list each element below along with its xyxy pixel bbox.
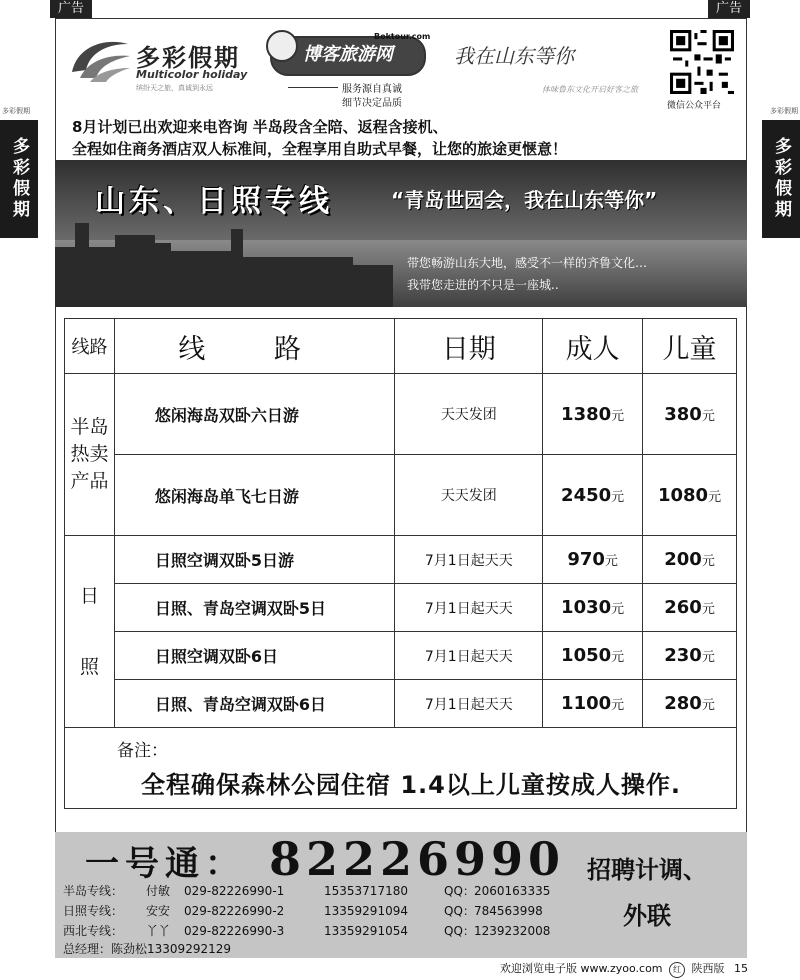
service-slogan-2: 细节决定品质	[342, 98, 402, 109]
brand-english-name: Multicolor holiday	[136, 68, 248, 81]
child-price	[643, 455, 737, 536]
footer-contact-panel	[55, 832, 747, 958]
contact-mobile: 13359291054	[324, 924, 408, 938]
currency-unit: 元	[701, 698, 715, 713]
route-date: 7月1日起天天	[395, 584, 543, 632]
table-row	[65, 680, 737, 728]
service-slogan-1: 服务源自真诚	[342, 84, 402, 95]
child-price	[643, 536, 737, 584]
route-name: 悠闲海岛单飞七日游	[114, 455, 395, 536]
contact-tel: 029-82226990-3	[184, 924, 285, 938]
currency-unit: 元	[708, 489, 722, 505]
contact-qq-label: QQ：	[444, 924, 475, 938]
contact-tel: 029-82226990-1	[184, 884, 285, 898]
city-skyline	[231, 229, 243, 307]
route-name: 日照、青岛空调双卧6日	[114, 680, 395, 728]
city-skyline	[155, 243, 171, 307]
adult-price	[543, 374, 643, 455]
recruit-line-1: 招聘计调、	[587, 855, 707, 884]
table-row	[65, 536, 737, 584]
table-row	[65, 455, 737, 536]
city-skyline	[171, 251, 231, 307]
note-cell	[65, 728, 737, 809]
city-skyline	[243, 257, 353, 307]
child-price-value: 260	[664, 597, 702, 618]
page-number: 15	[734, 962, 749, 975]
header-date: 日期	[395, 319, 543, 374]
currency-unit: 元	[701, 602, 715, 617]
hotline-number: 82226990	[269, 832, 566, 886]
route-date: 天天发团	[395, 374, 543, 455]
category-line: 半岛	[70, 416, 109, 438]
header-logos	[62, 24, 742, 112]
adult-price-value: 1100	[561, 693, 612, 714]
edition-circle-icon: 红	[669, 962, 685, 978]
route-name: 日照空调双卧6日	[114, 632, 395, 680]
adult-price-value: 1050	[561, 645, 612, 666]
banner-image	[55, 160, 747, 307]
currency-unit: 元	[611, 489, 625, 505]
price-table	[64, 318, 737, 809]
child-price	[643, 632, 737, 680]
ad-label-right: 广告	[708, 0, 750, 18]
header-category: 线路	[65, 319, 115, 374]
contact-qq: 2060163335	[474, 884, 551, 898]
contact-name: 丫丫	[146, 924, 171, 938]
contact-qq: 1239232008	[474, 924, 551, 938]
adult-price	[543, 536, 643, 584]
contact-mobile: 13359291094	[324, 904, 408, 918]
route-date: 7月1日起天天	[395, 632, 543, 680]
boke-logo: 博客旅游网	[270, 36, 426, 76]
table-row	[65, 632, 737, 680]
route-name: 日照、青岛空调双卧5日	[114, 584, 395, 632]
intro-text	[72, 116, 752, 160]
child-price	[643, 374, 737, 455]
page-footer	[500, 960, 748, 978]
boke-url: Boktour.com	[374, 32, 431, 41]
route-date: 7月1日起天天	[395, 680, 543, 728]
child-price-value: 200	[664, 549, 702, 570]
contact-mobile: 15353717180	[324, 884, 408, 898]
shandong-slogan: 我在山东等你	[454, 44, 574, 68]
currency-unit: 元	[611, 650, 625, 665]
banner-subtitle-1: 带您畅游山东大地，感受不一样的齐鲁文化…	[407, 256, 648, 270]
edition-label: 陕西版	[691, 962, 725, 975]
city-skyline	[75, 223, 89, 307]
adult-price	[543, 455, 643, 536]
side-mini-label-right: 多彩假期	[770, 107, 798, 115]
child-price-value: 1080	[657, 484, 709, 506]
brand-slogan: 缤纷天之旅，真诚到永远	[136, 84, 213, 92]
adult-price	[543, 680, 643, 728]
note-label: 备注：	[117, 741, 168, 761]
brand-name: 多彩假期	[136, 44, 240, 72]
boke-mascot-icon	[266, 30, 298, 62]
contact-line: 半岛专线：	[63, 884, 124, 898]
adult-price	[543, 632, 643, 680]
currency-unit: 元	[701, 650, 715, 665]
contact-name: 付敏	[146, 884, 171, 898]
currency-unit: 元	[701, 554, 715, 569]
header-child: 儿童	[643, 319, 737, 374]
currency-unit: 元	[701, 408, 715, 424]
brand-logo-icon	[68, 34, 132, 84]
child-price-value: 380	[664, 403, 702, 425]
currency-unit: 元	[611, 408, 625, 424]
child-price	[643, 584, 737, 632]
city-skyline	[115, 235, 155, 307]
shandong-subslogan: 体味鲁东文化开启好客之旅	[542, 85, 638, 94]
manager-row	[63, 940, 231, 957]
category-line: 照	[79, 655, 99, 678]
category-line: 热卖	[70, 443, 109, 465]
route-name: 悠闲海岛双卧六日游	[114, 374, 395, 455]
qr-code-icon	[670, 30, 734, 94]
child-price	[643, 680, 737, 728]
intro-line-1: 8月计划已出欢迎来电咨询 半岛段含全陪、返程含接机、	[72, 118, 448, 136]
adult-price-value: 970	[567, 549, 605, 570]
contact-row	[63, 922, 550, 939]
adult-price	[543, 584, 643, 632]
manager-contact: 陈劲松13309292129	[111, 942, 231, 956]
contact-qq: 784563998	[474, 904, 543, 918]
contact-name: 安安	[146, 904, 171, 918]
recruit-line-2: 外联	[623, 901, 671, 930]
category-peninsula	[65, 374, 115, 536]
qr-label: 微信公众平台	[667, 101, 722, 111]
table-row	[65, 374, 737, 455]
header-adult: 成人	[543, 319, 643, 374]
banner-subtitle-2: 我带您走进的不只是一座城..	[407, 278, 559, 292]
contact-row	[63, 882, 550, 899]
hotline-label: 一号通：	[85, 844, 245, 884]
side-mini-label-left: 多彩假期	[2, 107, 30, 115]
side-tab-right	[762, 120, 800, 238]
adult-price-value: 1030	[561, 597, 612, 618]
route-date: 7月1日起天天	[395, 536, 543, 584]
contact-qq-label: QQ：	[444, 884, 475, 898]
currency-unit: 元	[604, 554, 618, 569]
header-route: 线 路	[114, 319, 395, 374]
currency-unit: 元	[611, 698, 625, 713]
category-rizhao	[65, 536, 115, 728]
child-price-value: 280	[664, 693, 702, 714]
note-row	[65, 728, 737, 809]
banner-title: 山东、日照专线	[95, 184, 333, 219]
currency-unit: 元	[611, 602, 625, 617]
side-tab-right-text: 多彩假期	[771, 137, 791, 221]
route-name: 日照空调双卧5日游	[114, 536, 395, 584]
route-date: 天天发团	[395, 455, 543, 536]
category-line: 产品	[70, 470, 109, 492]
banner-quote: “青岛世园会，我在山东等你”	[391, 188, 658, 212]
side-tab-left	[0, 120, 38, 238]
note-text: 全程确保森林公园住宿 1.4以上儿童按成人操作.	[141, 771, 681, 799]
table-header-row	[65, 319, 737, 374]
ad-label-left: 广告	[50, 0, 92, 18]
table-row	[65, 584, 737, 632]
manager-label: 总经理：	[63, 942, 112, 956]
child-price-value: 230	[664, 645, 702, 666]
contact-tel: 029-82226990-2	[184, 904, 285, 918]
adult-price-value: 2450	[561, 484, 612, 506]
website-text: 欢迎浏览电子版 www.zyoo.com	[500, 962, 663, 975]
category-line: 日	[79, 584, 99, 607]
service-divider	[288, 87, 338, 88]
intro-line-2: 全程如住商务酒店双人标准间，全程享用自助式早餐，让您的旅途更惬意！	[72, 140, 568, 158]
contact-line: 日照专线：	[63, 904, 124, 918]
city-skyline	[353, 265, 393, 307]
adult-price-value: 1380	[561, 403, 612, 425]
side-tab-left-text: 多彩假期	[9, 137, 29, 221]
contact-qq-label: QQ：	[444, 904, 475, 918]
contact-line: 西北专线：	[63, 924, 124, 938]
contact-row	[63, 902, 543, 919]
